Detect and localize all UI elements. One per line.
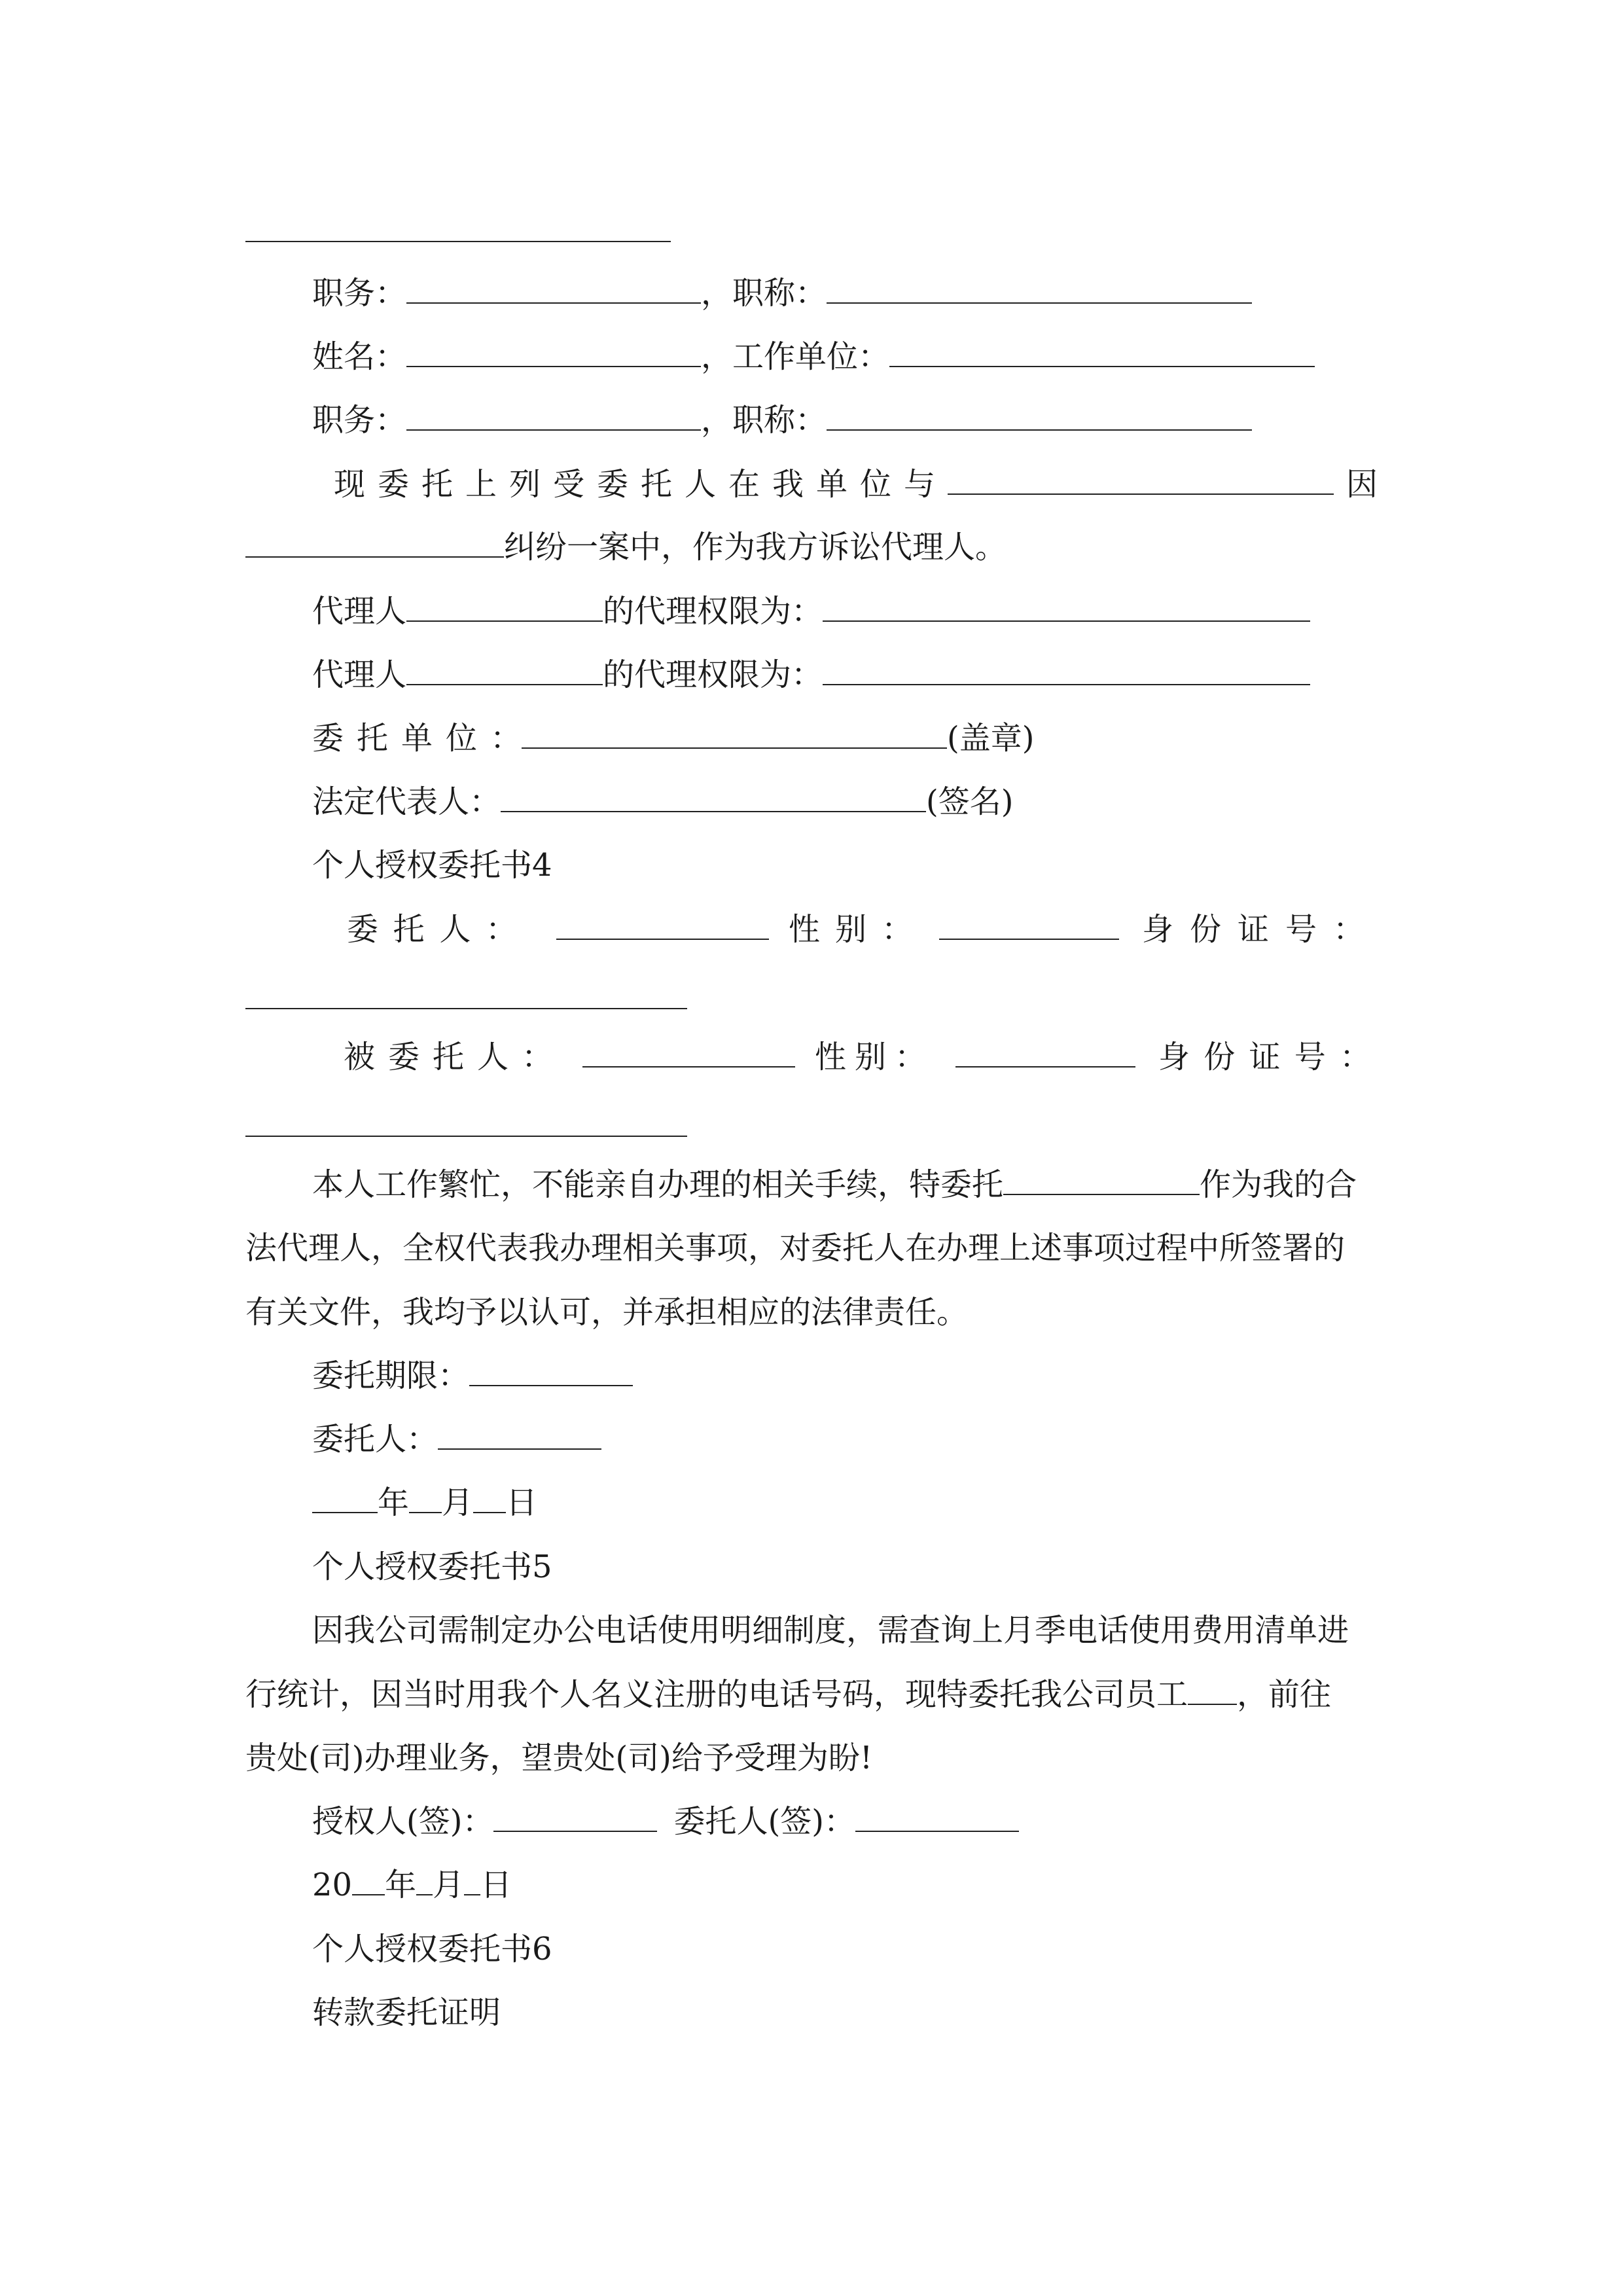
legal-rep-row: 法定代表人： (签名) (312, 783, 1014, 820)
day-blank[interactable] (464, 1865, 480, 1895)
principal-row: 委 托 人 ： 性 别 ： 身 份 证 号 ： (347, 911, 1364, 948)
employer-blank[interactable] (889, 337, 1315, 367)
paragraph-5-line-1: 因我公司需制定办公电话使用明细制度，需查询上月季电话使用费用清单进 (312, 1612, 1349, 1649)
name-blank[interactable] (406, 337, 701, 367)
gender-blank[interactable] (939, 910, 1119, 940)
title-blank[interactable] (827, 401, 1252, 431)
month-blank[interactable] (409, 1483, 442, 1513)
month-blank[interactable] (416, 1865, 433, 1895)
top-rule (245, 241, 671, 242)
heading-6: 个人授权委托书6 (312, 1931, 552, 1967)
year-blank[interactable] (352, 1865, 385, 1895)
heading-4: 个人授权委托书4 (312, 847, 552, 884)
employee-blank[interactable] (1188, 1675, 1237, 1705)
entrust-line: 现 委 托 上 列 受 委 托 人 在 我 单 位 与 因 (334, 466, 1378, 503)
title-blank[interactable] (827, 274, 1252, 304)
dispute-blank[interactable] (245, 528, 504, 558)
legal-rep-blank[interactable] (501, 782, 926, 812)
authority-blank[interactable] (823, 592, 1310, 622)
row-name: 姓名： ，工作单位： (312, 337, 1315, 376)
date-row-2: 20 年 月 日 (312, 1867, 512, 1903)
principal-sign-row: 委托人： (312, 1420, 601, 1459)
paragraph-5-line-3: 贵处(司)办理业务，望贵处(司)给予受理为盼! (245, 1740, 873, 1776)
agent-id-blank[interactable] (245, 1136, 687, 1137)
row-position-2: 职务： ，职称： (312, 401, 1252, 440)
transfer-title: 转款委托证明 (312, 1994, 501, 2031)
entrust-line-2: 纠纷一案中，作为我方诉讼代理人。 (245, 528, 1007, 567)
paragraph-4-line-1: 本人工作繁忙，不能亲自办理的相关手续，特委托 作为我的合 (312, 1166, 1357, 1203)
counterparty-blank[interactable] (948, 465, 1334, 495)
unit-blank[interactable] (522, 719, 947, 749)
agent-person-blank[interactable] (582, 1037, 795, 1067)
principal-id-blank[interactable] (245, 1008, 687, 1009)
principal-sign-blank[interactable] (855, 1802, 1019, 1832)
term-row: 委托期限： (312, 1356, 633, 1395)
agent-name-blank[interactable] (406, 592, 603, 622)
sign-row: 授权人(签)： 委托人(签)： (312, 1802, 1019, 1841)
authorizer-sign-blank[interactable] (493, 1802, 657, 1832)
term-blank[interactable] (469, 1356, 633, 1386)
agent-blank[interactable] (1003, 1165, 1200, 1195)
gender-blank[interactable] (955, 1037, 1135, 1067)
authority-blank[interactable] (823, 655, 1310, 685)
date-row-1: 年 月 日 (312, 1483, 537, 1522)
entrusting-unit-row: 委 托 单 位 ： (盖章) (312, 720, 1035, 757)
paragraph-4-line-3: 有关文件，我均予以认可，并承担相应的法律责任。 (245, 1294, 969, 1331)
agent-row-1: 代理人 的代理权限为： (312, 592, 1310, 631)
row-position-1: 职务： ，职称： (312, 274, 1252, 313)
position-blank[interactable] (406, 274, 701, 304)
heading-5: 个人授权委托书5 (312, 1549, 552, 1585)
agent-person-row: 被 委 托 人 ： 性 别 ： 身 份 证 号 ： (344, 1039, 1371, 1075)
principal-blank[interactable] (556, 910, 769, 940)
paragraph-4-line-2: 法代理人，全权代表我办理相关事项，对委托人在办理上述事项过程中所签署的 (245, 1230, 1346, 1266)
year-blank[interactable] (312, 1483, 378, 1513)
paragraph-5-line-2: 行统计，因当时用我个人名义注册的电话号码，现特委托我公司员工 ，前往 (245, 1676, 1332, 1713)
position-blank[interactable] (406, 401, 701, 431)
agent-name-blank[interactable] (406, 655, 603, 685)
day-blank[interactable] (473, 1483, 506, 1513)
agent-row-2: 代理人 的代理权限为： (312, 655, 1310, 694)
principal-sign-blank[interactable] (438, 1420, 601, 1450)
